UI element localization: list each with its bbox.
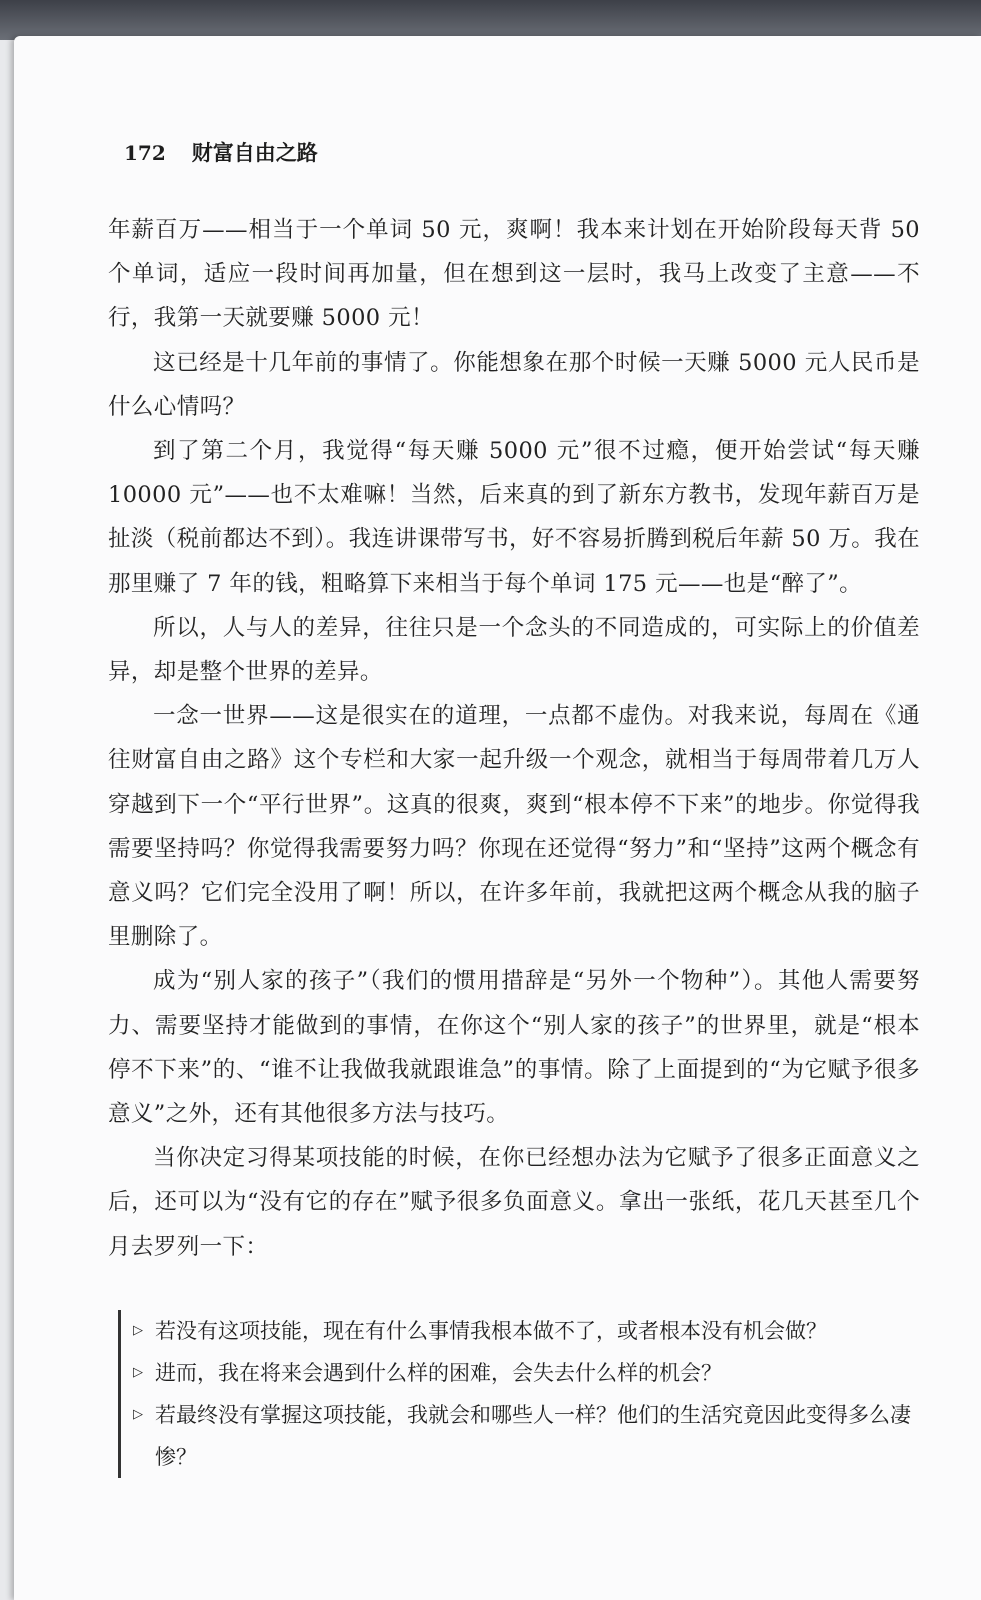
paragraph: 到了第二个月，我觉得“每天赚 5000 元”很不过瘾，便开始尝试“每天赚 10000 元”——也不太难嘛！当然，后来真的到了新东方教书，发现年薪百万是扯淡（税前都达不到）。我连讲课带写书，好不容易折腾到税后年薪 50 万。我在那里赚了 7 年的钱，粗略算下来相当于每个单词 175 元——也是“醉了”。 bbox=[108, 438, 920, 597]
paragraph: 成为“别人家的孩子”（我们的惯用措辞是“另外一个物种”）。其他人需要努力、需要坚持才能做到的事情，在你这个“别人家的孩子”的世界里，就是“根本停不下来”的、“谁不让我做我就跟谁急”的事情。除了上面提到的“为它赋予很多意义”之外，还有其他很多方法与技巧。 bbox=[108, 968, 920, 1128]
paragraph: 所以，人与人的差异，往往只是一个念头的不同造成的，可实际上的价值差异，却是整个世界的差异。 bbox=[108, 614, 920, 686]
list-item bbox=[133, 1352, 923, 1394]
paragraph: 当你决定习得某项技能的时候，在你已经想办法为它赋予了很多正面意义之后，还可以为“没有它的存在”赋予很多负面意义。拿出一张纸，花几天甚至几个月去罗列一下： bbox=[108, 1145, 920, 1260]
chapter-title: 财富自由之路 bbox=[191, 140, 318, 165]
page-number: 172 bbox=[124, 141, 166, 165]
background-shadow bbox=[0, 0, 981, 40]
list-item-text: 若最终没有掌握这项技能，我就会和哪些人一样？他们的生活究竟因此变得多么凄惨？ bbox=[155, 1403, 911, 1469]
triangle-bullet-icon: ▷ bbox=[133, 1407, 143, 1422]
triangle-bullet-icon: ▷ bbox=[133, 1365, 143, 1380]
list-item bbox=[133, 1394, 923, 1478]
list-item bbox=[133, 1310, 923, 1352]
page-header bbox=[124, 137, 318, 167]
paragraph: 年薪百万——相当于一个单词 50 元，爽啊！我本来计划在开始阶段每天背 50 个单词，适应一段时间再加量，但在想到这一层时，我马上改变了主意——不行，我第一天就要赚 5000 元！ bbox=[108, 217, 920, 332]
paragraph: 这已经是十几年前的事情了。你能想象在那个时候一天赚 5000 元人民币是什么心情吗？ bbox=[108, 349, 920, 420]
list-item-text: 若没有这项技能，现在有什么事情我根本做不了，或者根本没有机会做？ bbox=[155, 1319, 827, 1343]
triangle-bullet-icon: ▷ bbox=[133, 1323, 143, 1338]
question-list bbox=[118, 1310, 923, 1478]
list-item-text: 进而，我在将来会遇到什么样的困难，会失去什么样的机会？ bbox=[155, 1361, 722, 1385]
body-text bbox=[108, 208, 920, 1269]
paragraph: 一念一世界——这是很实在的道理，一点都不虚伪。对我来说，每周在《通往财富自由之路》这个专栏和大家一起升级一个观念，就相当于每周带着几万人穿越到下一个“平行世界”。这真的很爽，爽到“根本停不下来”的地步。你觉得我需要坚持吗？你觉得我需要努力吗？你现在还觉得“努力”和“坚持”这两个概念有意义吗？它们完全没用了啊！所以，在许多年前，我就把这两个概念从我的脑子里删除了。 bbox=[108, 703, 920, 951]
